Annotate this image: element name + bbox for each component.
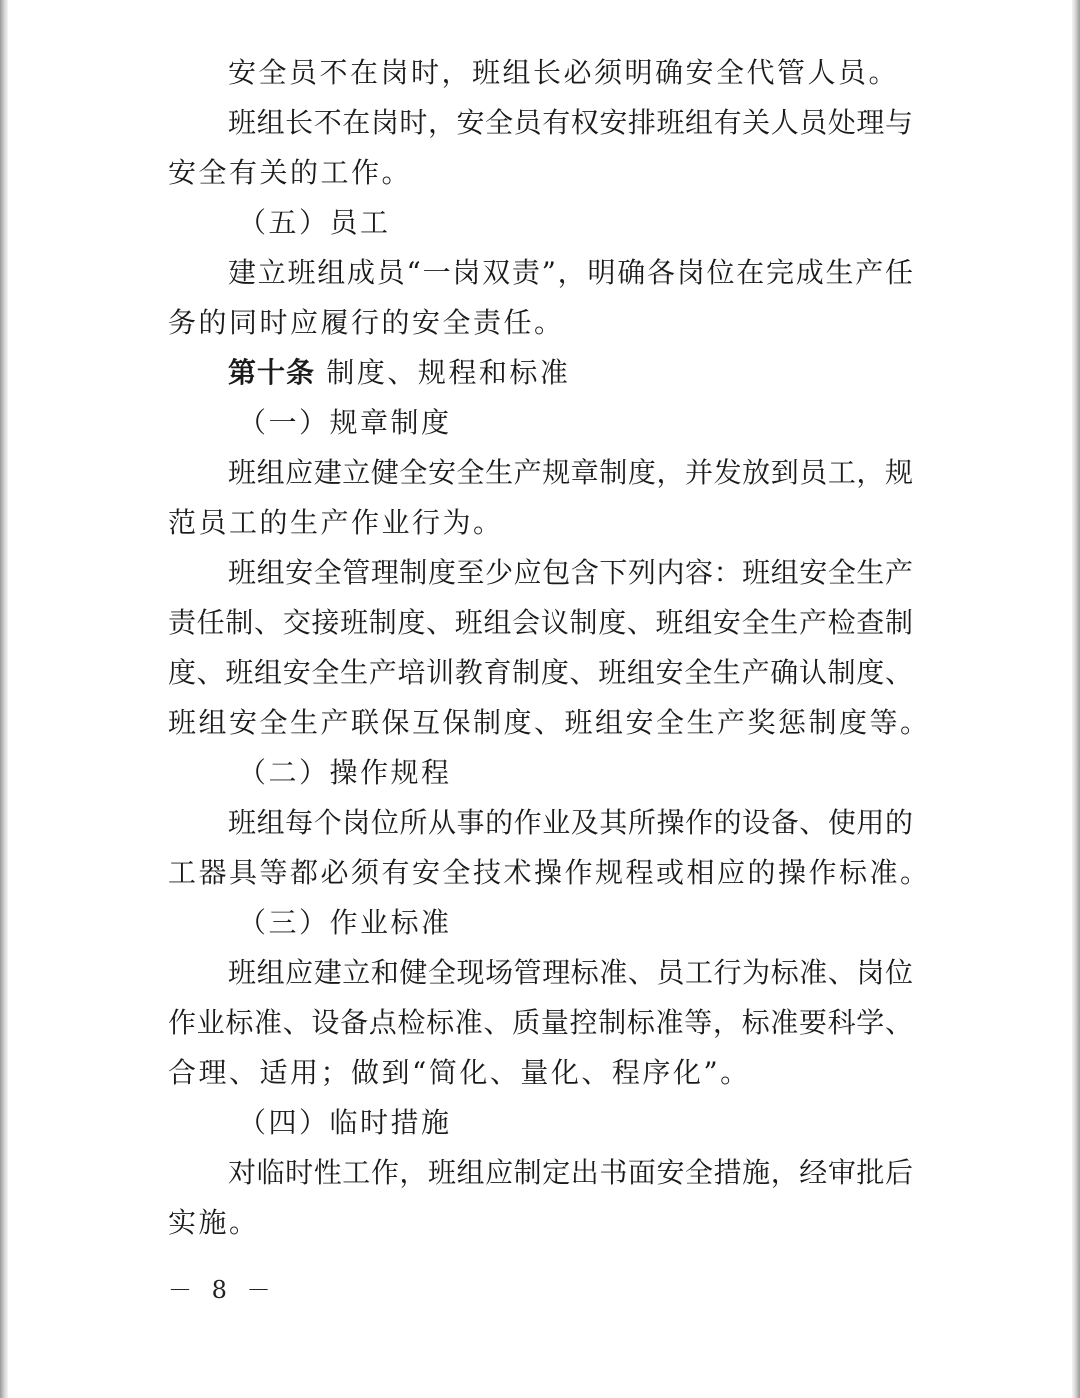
paragraph-line: 度、班组安全生产培训教育制度、班组安全生产确认制度、 bbox=[168, 656, 913, 689]
paragraph-line: 班组安全生产联保互保制度、班组安全生产奖惩制度等。 bbox=[168, 706, 931, 739]
paragraph-line: 安全员不在岗时，班组长必须明确安全代管人员。 bbox=[228, 56, 900, 89]
paragraph-line: 合理、适用；做到“简化、量化、程序化”。 bbox=[168, 1056, 751, 1089]
paragraph-line: 对临时性工作，班组应制定出书面安全措施，经审批后 bbox=[228, 1156, 913, 1189]
paragraph-line: 作业标准、设备点检标准、质量控制标准等，标准要科学、 bbox=[168, 1006, 913, 1039]
paragraph-line: 建立班组成员“一岗双责”，明确各岗位在完成生产任 bbox=[228, 256, 913, 289]
paragraph-line: 务的同时应履行的安全责任。 bbox=[168, 306, 565, 339]
paragraph-line: 安全有关的工作。 bbox=[168, 156, 413, 189]
paragraph-line: 班组长不在岗时，安全员有权安排班组有关人员处理与 bbox=[228, 106, 913, 139]
paragraph-line: 实施。 bbox=[168, 1206, 260, 1239]
section-heading: （四）临时措施 bbox=[238, 1106, 452, 1139]
paragraph-line: 责任制、交接班制度、班组会议制度、班组安全生产检查制 bbox=[168, 606, 913, 639]
paragraph-line: 班组每个岗位所从事的作业及其所操作的设备、使用的 bbox=[228, 806, 913, 839]
paragraph-line: 工器具等都必须有安全技术操作规程或相应的操作标准。 bbox=[168, 856, 931, 889]
article-title: 制度、规程和标准 bbox=[326, 356, 571, 389]
section-heading: （一）规章制度 bbox=[238, 406, 452, 439]
article-number: 第十条 bbox=[228, 356, 316, 389]
page-left-edge-shadow bbox=[0, 0, 8, 1398]
paragraph-line: 班组应建立健全安全生产规章制度，并发放到员工，规 bbox=[228, 456, 913, 489]
section-heading: （五）员工 bbox=[238, 206, 391, 239]
paragraph-line: 范员工的生产作业行为。 bbox=[168, 506, 504, 539]
section-heading: （三）作业标准 bbox=[238, 906, 452, 939]
paragraph-line: 班组安全管理制度至少应包含下列内容：班组安全生产 bbox=[228, 556, 913, 589]
page-right-edge-shadow bbox=[1072, 0, 1080, 1398]
section-heading: （二）操作规程 bbox=[238, 756, 452, 789]
article-heading bbox=[228, 348, 570, 398]
page-number: － 8 － bbox=[168, 1276, 277, 1304]
paragraph-line: 班组应建立和健全现场管理标准、员工行为标准、岗位 bbox=[228, 956, 913, 989]
